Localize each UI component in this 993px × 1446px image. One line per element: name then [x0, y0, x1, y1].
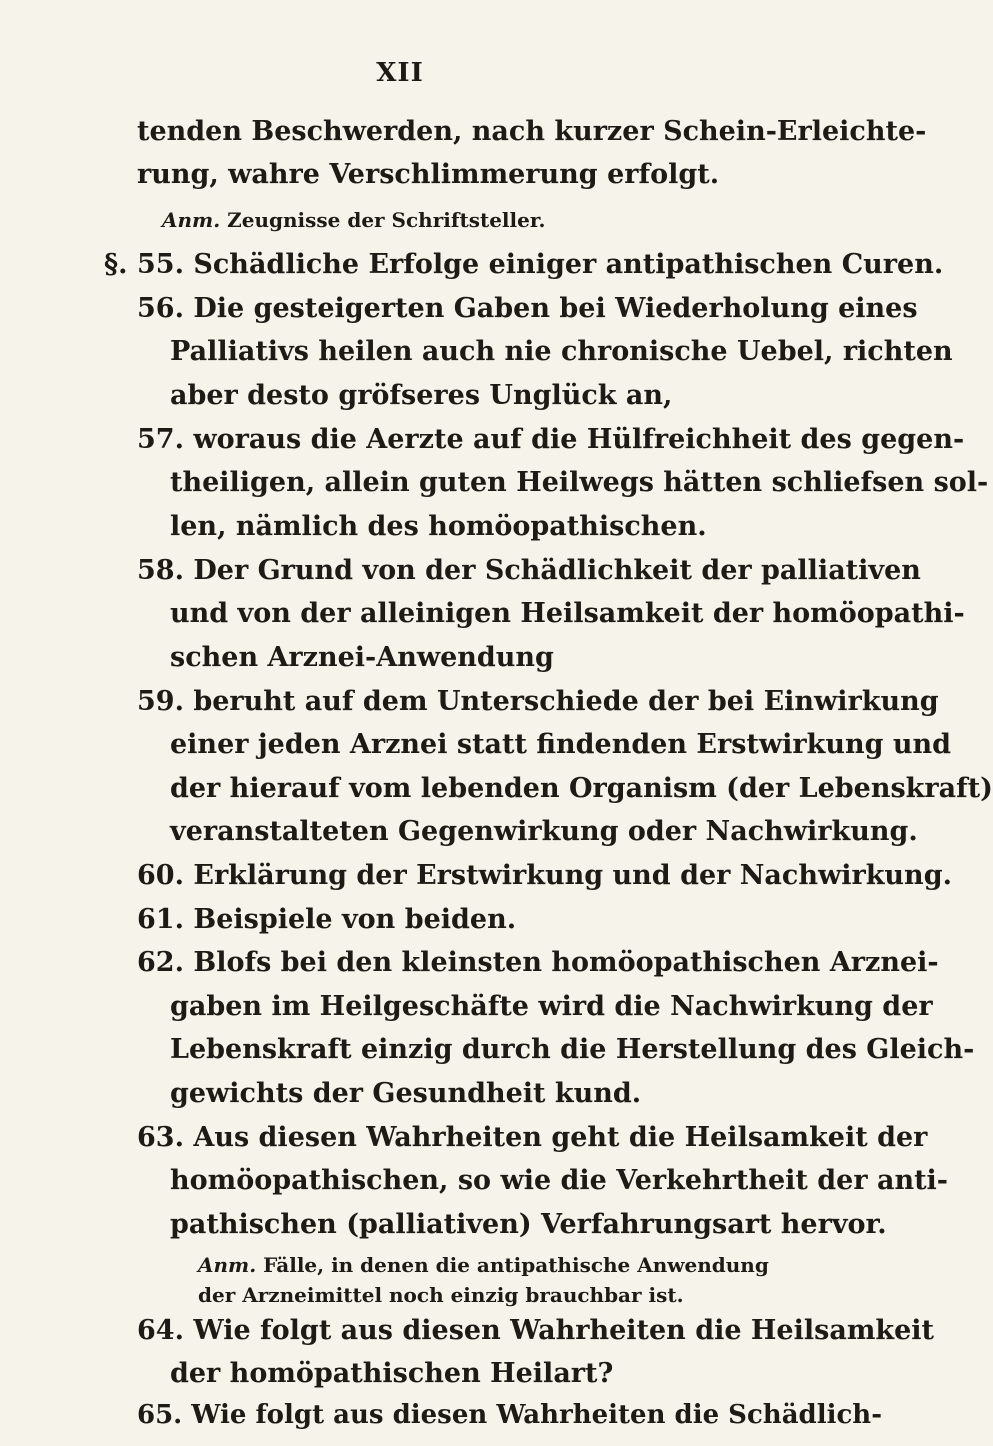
text-line: gaben im Heilgeschäfte wird die Nachwirkung der: [170, 991, 933, 1022]
text-line: gewichts der Gesundheit kund.: [170, 1078, 642, 1109]
section-61: 61. Beispiele von beiden.: [137, 904, 517, 935]
section-65: 65. Wie folgt aus diesen Wahrheiten die Schädlich-: [137, 1400, 882, 1430]
annotation-label: Anm.: [198, 1253, 257, 1277]
annotation-text: der Arzneimittel noch einzig brauchbar ist.: [198, 1283, 684, 1307]
text-line: len, nämlich des homöopathischen.: [170, 511, 707, 542]
text-line: veranstalteten Gegenwirkung oder Nachwirkung.: [170, 816, 918, 847]
section-63: 63. Aus diesen Wahrheiten geht die Heilsamkeit der: [137, 1122, 928, 1153]
annotation-text: Zeugnisse der Schriftsteller.: [227, 208, 546, 232]
section-60: 60. Erklärung der Erstwirkung und der Nachwirkung.: [137, 860, 952, 891]
text-line: Palliativs heilen auch nie chronische Uebel, richten: [170, 336, 953, 367]
annotation: [162, 210, 546, 230]
text-line: der hierauf vom lebenden Organism (der Lebenskraft): [170, 773, 993, 804]
text-line: tenden Beschwerden, nach kurzer Schein-Erleichte-: [137, 116, 927, 147]
text-line: aber desto gröfseres Unglück an,: [170, 380, 673, 411]
section-59: 59. beruht auf dem Unterschiede der bei Einwirkung: [137, 686, 939, 717]
text-line: und von der alleinigen Heilsamkeit der homöopathi-: [170, 598, 965, 629]
annotation: [198, 1255, 769, 1275]
text-line: der homöpathischen Heilart?: [170, 1358, 614, 1389]
section-62: 62. Blofs bei den kleinsten homöopathischen Arznei-: [137, 947, 939, 978]
text-line: homöopathischen, so wie die Verkehrtheit der anti-: [170, 1165, 949, 1196]
annotation-text: Fälle, in denen die antipathische Anwendung: [263, 1253, 769, 1277]
text-line: schen Arznei-Anwendung: [170, 642, 554, 673]
section-56: 56. Die gesteigerten Gaben bei Wiederholung eines: [137, 293, 918, 324]
text-line: pathischen (palliativen) Verfahrungsart hervor.: [170, 1209, 887, 1240]
section-64: 64. Wie folgt aus diesen Wahrheiten die Heilsamkeit: [137, 1315, 935, 1346]
text-line: Lebenskraft einzig durch die Herstellung des Gleich-: [170, 1034, 975, 1065]
text-line: rung, wahre Verschlimmerung erfolgt.: [137, 159, 720, 190]
text-line: einer jeden Arznei statt findenden Erstwirkung und: [170, 729, 952, 760]
annotation-label: Anm.: [162, 208, 221, 232]
page-number: XII: [376, 58, 424, 88]
section-55: 55. Schädliche Erfolge einiger antipathischen Curen.: [137, 249, 944, 280]
section-sign: §.: [104, 249, 128, 280]
section-58: 58. Der Grund von der Schädlichkeit der palliativen: [137, 555, 921, 586]
section-57: 57. woraus die Aerzte auf die Hülfreichheit des gegen-: [137, 424, 965, 455]
text-line: theiligen, allein guten Heilwegs hätten schliefsen sol-: [170, 467, 989, 498]
